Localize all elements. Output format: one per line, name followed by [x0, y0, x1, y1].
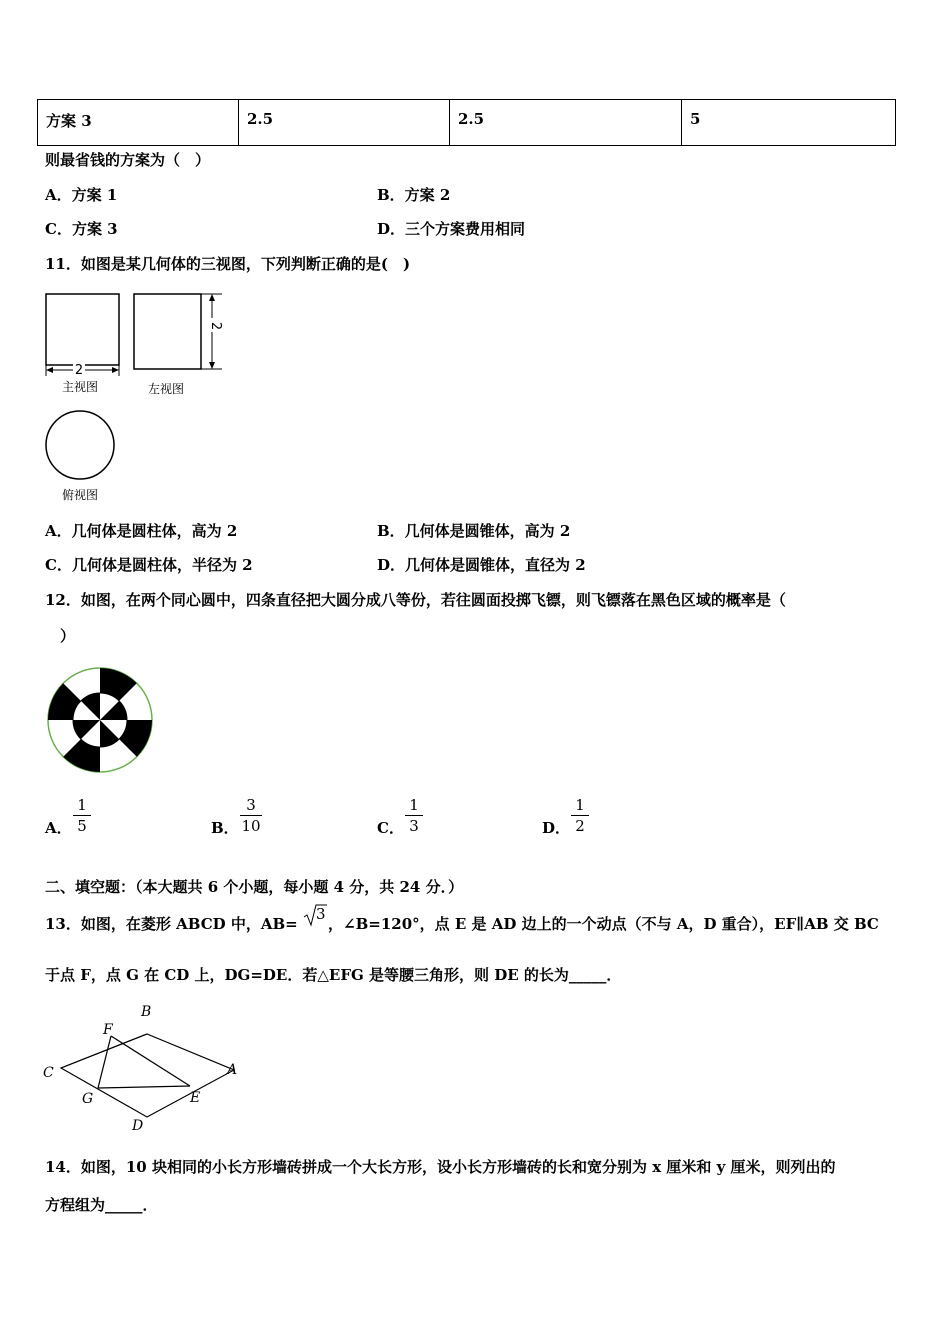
label-e: E [190, 1090, 201, 1106]
label-b: B [141, 1004, 152, 1020]
q12-stem-end: ） [60, 627, 76, 645]
segment-fg [98, 1036, 111, 1088]
q12-option-a-letter: A． [45, 819, 72, 837]
side-dim-arrow-bottom [209, 362, 215, 369]
segment-fe [111, 1036, 190, 1086]
top-view-circle [46, 411, 114, 479]
sqrt-radicand: 3 [316, 905, 326, 923]
section-2-title: 二、填空题：（本大题共 6 个小题，每小题 4 分，共 24 分．） [45, 878, 464, 896]
fraction-bar [571, 815, 589, 816]
q10-option-a: A．方案 1 [45, 186, 118, 204]
q13-part1: 13．如图，在菱形 ABCD 中，AB= [45, 915, 298, 933]
q10-option-c: C．方案 3 [45, 220, 118, 238]
plan-table [37, 99, 896, 146]
side-view-square [134, 294, 201, 369]
q13-part2: ，∠B=120°，点 E 是 AD 边上的一个动点（不与 A，D 重合），EF∥AB 交 BC [328, 915, 879, 933]
fraction-numerator: 1 [575, 796, 585, 814]
fraction-bar [405, 815, 423, 816]
front-dim-arrow-right [112, 367, 119, 373]
q12-option-b-letter: B． [211, 819, 239, 837]
label-d: D [132, 1118, 144, 1134]
label-f: F [103, 1022, 113, 1038]
q14-line2: 方程组为_____． [45, 1196, 158, 1214]
table-row [38, 100, 896, 146]
fraction-numerator: 3 [246, 796, 256, 814]
q12-stem: 12．如图，在两个同心圆中，四条直径把大圆分成八等份，若往圆面投掷飞镖，则飞镖落在黑色区域的概率是（ [45, 591, 786, 609]
fraction-numerator: 1 [409, 796, 419, 814]
table-cell-value-3: 5 [682, 100, 896, 146]
q12-dartboard [45, 666, 157, 776]
q11-option-b: B．几何体是圆锥体，高为 2 [377, 522, 571, 540]
q12-option-d-fraction [571, 796, 589, 835]
q10-option-d: D．三个方案费用相同 [377, 220, 526, 238]
q11-three-views-top [40, 288, 240, 398]
q12-option-a-fraction [73, 796, 91, 835]
q11-top-view [40, 408, 130, 504]
q11-option-a: A．几何体是圆柱体，高为 2 [45, 522, 238, 540]
front-view-square [46, 294, 119, 365]
q12-option-b-fraction [240, 796, 262, 835]
fraction-bar [240, 815, 262, 816]
fraction-denominator: 10 [241, 817, 261, 835]
front-dim-label: 2 [74, 363, 84, 378]
table-cell-value-1: 2.5 [239, 100, 450, 146]
q13-rhombus-figure [40, 1000, 240, 1135]
fraction-denominator: 3 [409, 817, 419, 835]
table-cell-plan: 方案 3 [38, 100, 239, 146]
fraction-bar [73, 815, 91, 816]
fraction-denominator: 2 [575, 817, 585, 835]
front-view-label: 主视图 [61, 380, 99, 394]
fraction-numerator: 1 [77, 796, 87, 814]
segment-ge [98, 1086, 190, 1088]
table-cell-value-2: 2.5 [450, 100, 682, 146]
q13-line2: 于点 F，点 G 在 CD 上，DG=DE．若△EFG 是等腰三角形，则 DE 的长为_____． [45, 966, 622, 984]
front-dim-arrow-left [46, 367, 53, 373]
label-g: G [82, 1091, 94, 1107]
side-dim-arrow-top [209, 294, 215, 301]
q12-option-c-fraction [405, 796, 423, 835]
top-view-label: 俯视图 [61, 488, 99, 502]
q11-option-d: D．几何体是圆锥体，直径为 2 [377, 556, 586, 574]
label-a: A [227, 1062, 238, 1078]
q10-prompt: 则最省钱的方案为（ ） [45, 151, 211, 169]
q11-stem: 11．如图是某几何体的三视图，下列判断正确的是( ) [45, 255, 411, 273]
q14-line1: 14．如图，10 块相同的小长方形墙砖拼成一个大长方形，设小长方形墙砖的长和宽分别为 x 厘米和 y 厘米，则列出的 [45, 1158, 836, 1176]
fraction-denominator: 5 [77, 817, 87, 835]
q10-option-b: B．方案 2 [377, 186, 451, 204]
q11-option-c: C．几何体是圆柱体，半径为 2 [45, 556, 253, 574]
q12-option-d-letter: D． [542, 819, 571, 837]
side-dim-label: 2 [208, 321, 223, 331]
label-c: C [43, 1065, 54, 1081]
q12-option-c-letter: C． [377, 819, 404, 837]
side-view-label: 左视图 [147, 382, 185, 396]
